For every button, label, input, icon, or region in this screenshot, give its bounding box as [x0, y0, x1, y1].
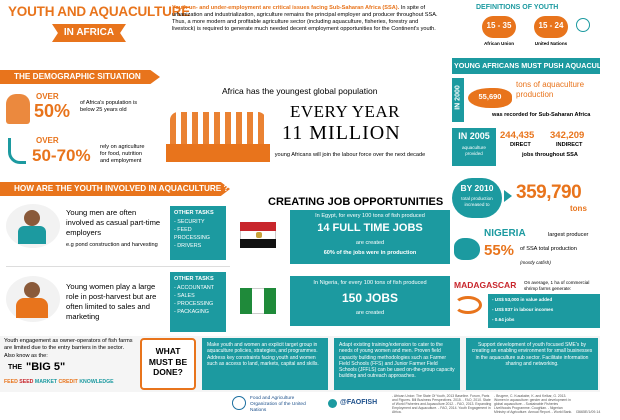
- men-example: e.g pond construction and harvesting: [66, 242, 158, 248]
- definitions-title: DEFINITIONS OF YOUTH: [476, 4, 559, 11]
- indirect-label: INDIRECT: [556, 142, 583, 148]
- header-title: [0, 0, 191, 52]
- sources-text: - African Union: The State Of Youth, 2013 Baseline. Forum, Paris and Figures. Bill Business Perspectives. 2015. - FAO, 2010. State of World Fisheries and Aquaculture 2012. - FAO, 2013. Expanding Employment and Aquaculture. - FAO, 2014. Youth Engagement in Africa.: [392, 394, 492, 415]
- what-must-text: WHAT MUST BE DONE?: [148, 346, 188, 378]
- over-label-1: OVER: [36, 92, 59, 101]
- madagascar-block: [452, 280, 600, 332]
- men-task-feed: - FEED PROCESSING: [174, 226, 210, 241]
- women-tasks-box: [170, 272, 226, 332]
- nigeria-title: NIGERIA: [484, 228, 526, 239]
- fao-name: Food and Agriculture Organization of the United Nations: [250, 396, 306, 414]
- madagascar-item-value: - US$ 53,000 in value added: [492, 297, 553, 302]
- document-code: I3665E/1/09.14: [576, 410, 601, 414]
- madagascar-item-income: - US$ 837 in labour incomes: [492, 307, 554, 312]
- page-subtitle: IN AFRICA: [63, 27, 115, 38]
- push-2005-block: [452, 128, 600, 170]
- year-2005-label: IN 2005: [458, 131, 490, 141]
- nigeria-sub: largest producer: [548, 232, 589, 238]
- sources-text-2: - Brugere, C. Kusakabe, K. and Kelkar, G. 2013. Women in aquaculture: gender and development in global aquaculture. - Sustainable Fisheries Livelihoods Programme. Coughlan. - Nigerian Ministry of Agriculture. Annual Report. - World Bank.: [494, 394, 573, 415]
- arrow-right-icon: [504, 190, 512, 202]
- big5-seed: SEED: [19, 379, 34, 385]
- big5-feed: FEED: [4, 379, 18, 385]
- nigeria-pct-text: of SSA total production: [520, 246, 577, 252]
- year-2010-label: BY 2010: [460, 183, 494, 193]
- women-task-sales: - SALES: [174, 292, 195, 299]
- nigeria-created: are created: [355, 310, 385, 316]
- person-icon: [6, 94, 30, 124]
- men-tasks-title: OTHER TASKS: [174, 210, 214, 216]
- jobs-ssa: jobs throughout SSA: [522, 152, 578, 158]
- egypt-pct: 60% of the jobs were in production: [323, 250, 417, 256]
- page-title: YOUTH AND AQUACULTURE: [8, 4, 191, 19]
- big5-items: [4, 379, 138, 385]
- men-text: Young men are often involved as casual part-time employers: [66, 208, 161, 237]
- direct-jobs: 244,435: [500, 130, 535, 141]
- twitter-handle[interactable]: @FAOFISH: [340, 399, 378, 406]
- twitter-icon[interactable]: [328, 399, 337, 408]
- stat-50-text: of Africa's population is below 25 years old: [80, 100, 138, 113]
- nigeria-producer-block: [452, 228, 600, 278]
- women-task-processing: - PROCESSING: [174, 300, 214, 307]
- un-range: 15 - 24: [538, 21, 564, 30]
- action-box-policy: Make youth and women an explicit target group in aquaculture policies, strategies, and programmes. Address key constraints facing youth and women such as access to land, markets, capital and skills.: [202, 338, 328, 390]
- action-box-sme: Support development of youth focused SME's by creating an enabling environment for small businesses in the aquaculture sub sector. Facilitate information sharing and networking.: [466, 338, 598, 390]
- egypt-created: are created: [355, 240, 385, 246]
- year-2005-sub: aquaculture provided: [461, 145, 486, 156]
- egypt-flag: [240, 222, 276, 248]
- direct-label: DIRECT: [510, 142, 531, 148]
- egypt-line: In Egypt, for every 100 tons of fish produced: [315, 213, 425, 219]
- demographic-stats: [0, 88, 152, 176]
- big5-knowledge: KNOWLEDGE: [79, 379, 114, 385]
- au-label: African Union: [483, 41, 515, 46]
- push-heading: YOUNG AFRICANS MUST PUSH AQUACULTURE: [454, 61, 620, 70]
- youngest-text: Africa has the youngest global population: [222, 86, 378, 96]
- big5-credit: CREDIT: [58, 379, 78, 385]
- big5-label: THE: [8, 364, 22, 371]
- plant-icon: [8, 138, 26, 164]
- tons-2000: 55,690: [478, 92, 502, 101]
- push-2010-block: [452, 176, 600, 224]
- over-label-2: OVER: [36, 136, 59, 145]
- stat-50-70-pct: 50-70%: [32, 146, 91, 165]
- tons-2000-text: tons of aquaculture production: [516, 80, 585, 99]
- women-task-accountant: - ACCOUNTANT: [174, 285, 215, 292]
- year-2010-sub: total production increased to: [461, 196, 493, 207]
- big5-title: "BIG 5": [26, 361, 66, 373]
- youngest-panel: [160, 84, 450, 188]
- action-box-training: Adapt existing training/extension to cater to the needs of young women and men. Proven field capacity building methodologies such as Farmer Field Schools (FFS) and Junior Farmer Field Schools (JFFLS) can be used on-the-group capacity building and outreach approaches.: [334, 338, 460, 390]
- un-emblem-icon: [576, 18, 590, 32]
- demographic-heading: THE DEMOGRAPHIC SITUATION: [14, 72, 141, 81]
- women-task-packaging: - PACKAGING: [174, 308, 209, 315]
- nigeria-pct: 55%: [484, 242, 515, 259]
- year-2000-label: IN 2000: [454, 85, 462, 110]
- youth-barrier-text: Youth engagement as owner-operators of fish farms are limited due to the entry barriers in the sector. Also know as the:: [4, 338, 133, 359]
- indirect-jobs: 342,209: [550, 130, 585, 141]
- nigeria-flag: [240, 288, 276, 314]
- shrimp-icon: [454, 296, 482, 314]
- men-task-drivers: - DRIVERS: [174, 242, 202, 249]
- stat-50-pct: 50%: [34, 101, 71, 121]
- men-task-security: - SECURITY: [174, 219, 205, 226]
- madagascar-lead: On average, 1 ha of commercial shrimp farms generate:: [524, 280, 590, 291]
- stat-50-70-text: rely on agriculture for food, nutrition and employment: [100, 144, 145, 164]
- every-year-label: EVERY YEAR: [290, 102, 400, 121]
- madagascar-item-jobs: - 0.64 jobs: [492, 317, 515, 322]
- eleven-million: 11 MILLION: [282, 122, 401, 144]
- nigeria-line: In Nigeria, for every 100 tons of fish produced: [313, 280, 427, 286]
- tons-2000-sub: was recorded for Sub-Saharan Africa: [492, 112, 591, 118]
- jobs-heading: CREATING JOB OPPORTUNITIES: [268, 196, 444, 208]
- men-tasks-box: [170, 206, 226, 260]
- men-illustration: [6, 204, 60, 248]
- tons-2010: 359,790: [516, 182, 582, 203]
- un-label: United Nations: [534, 41, 568, 46]
- intro-text: [172, 5, 440, 33]
- women-text: Young women play a large role in post-harvest but are often limited to sales and marketing: [66, 282, 157, 321]
- nigeria-jobs: 150 JOBS: [341, 291, 399, 305]
- tons-label: tons: [570, 204, 587, 213]
- men-divider: [6, 266, 230, 267]
- eleven-million-sub: young Africans will join the labour force over the next decade: [274, 152, 426, 158]
- push-2000-block: [452, 78, 600, 122]
- fao-logo-icon: [232, 396, 246, 410]
- women-tasks-title: OTHER TASKS: [174, 276, 214, 282]
- nigeria-note: (mostly catfish): [520, 260, 551, 265]
- intro-body: In spite of urbanization and industrialization, agriculture remains the principal employer and producer throughout SSA. Thus, a more modern and profitable agriculture sector (including aquaculture, fisheries, forestry and livestock) is required to generate much needed decent employment opportunities for the Continent's youth.: [172, 5, 438, 32]
- au-range: 15 - 35: [486, 21, 512, 30]
- madagascar-title: MADAGASCAR: [454, 280, 517, 290]
- egypt-jobs: 14 FULL TIME JOBS: [317, 222, 423, 234]
- big5-market: MARKET: [34, 379, 58, 385]
- involved-heading: HOW ARE THE YOUTH INVOLVED IN AQUACULTURE ?: [14, 184, 229, 193]
- definitions-panel: [470, 2, 600, 58]
- intro-lead: Youth un- and under-employment are critical issues facing Sub-Saharan Africa (SSA).: [172, 5, 400, 11]
- women-illustration: [6, 276, 60, 322]
- nigeria-map-icon: [454, 238, 480, 260]
